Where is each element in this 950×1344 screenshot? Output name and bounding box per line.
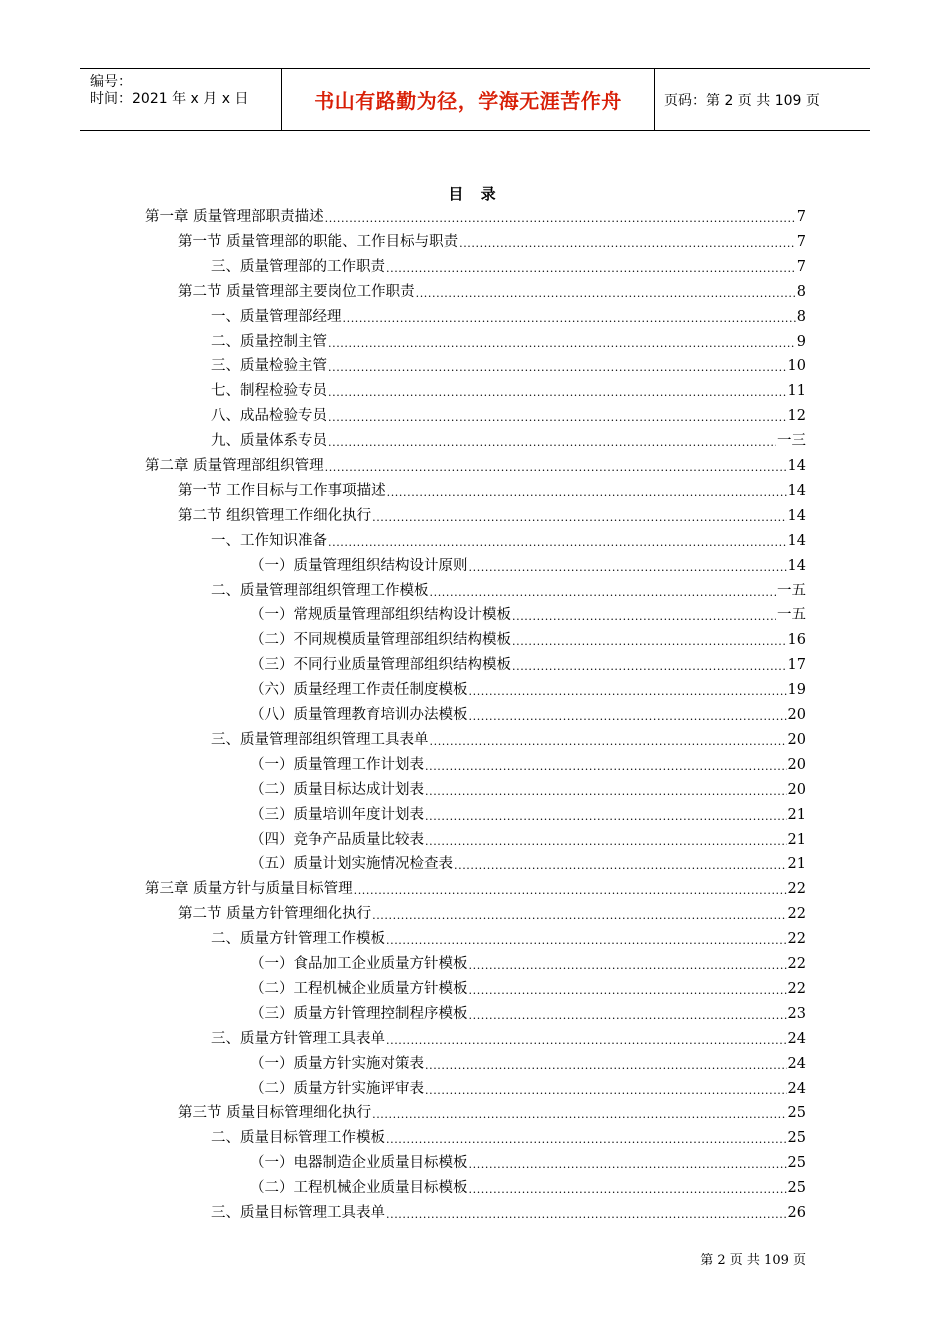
toc-dot-leader [425, 1057, 787, 1074]
toc-entry-page: 21 [787, 831, 806, 848]
toc-entry-page: 10 [787, 358, 806, 375]
toc-entry-title: （二）工程机械企业质量目标模板 [250, 1180, 468, 1197]
toc-dot-leader [459, 235, 796, 252]
toc-entry-page: 14 [787, 458, 806, 474]
toc-entry[interactable] [211, 1126, 806, 1148]
document-date-label: 时间：2021 年 x 月 x 日 [90, 91, 249, 107]
toc-dot-leader [454, 857, 787, 874]
toc-entry[interactable] [250, 1176, 806, 1198]
toc-dot-leader [372, 907, 786, 924]
toc-entry[interactable] [211, 529, 806, 551]
toc-entry-title: 一、工作知识准备 [211, 532, 327, 549]
toc-entry[interactable] [211, 1201, 806, 1223]
toc-entry-title: （二）质量目标达成计划表 [250, 781, 424, 798]
toc-entry-page: 7 [796, 258, 806, 275]
toc-entry[interactable] [145, 454, 806, 476]
toc-entry-title: （一）质量管理组织结构设计原则 [250, 557, 468, 574]
toc-entry[interactable] [211, 330, 806, 352]
toc-entry[interactable] [250, 603, 806, 625]
toc-dot-leader [325, 459, 787, 476]
toc-dot-leader [469, 957, 787, 974]
toc-dot-leader [512, 608, 776, 625]
toc-dot-leader [425, 808, 787, 825]
header-page-code: 页码：第 2 页 共 109 页 [664, 92, 820, 109]
toc-entry-page: 25 [787, 1105, 806, 1122]
toc-dot-leader [512, 633, 787, 650]
toc-entry-page: 20 [787, 756, 806, 773]
toc-dot-leader [328, 359, 787, 376]
toc-entry-title: 三、质量管理部组织管理工具表单 [211, 731, 429, 748]
header-motto-cell [282, 69, 655, 130]
toc-dot-leader [328, 409, 787, 426]
toc-dot-leader [469, 1156, 787, 1173]
toc-entry-title: （二）质量方针实施评审表 [250, 1080, 424, 1097]
toc-dot-leader [386, 1206, 787, 1223]
toc-entry-title: 第三节 质量目标管理细化执行 [178, 1105, 372, 1122]
toc-dot-leader [469, 1007, 787, 1024]
toc-dot-leader [372, 1106, 786, 1123]
toc-dot-leader [425, 833, 787, 850]
toc-dot-leader [328, 335, 796, 352]
toc-entry[interactable] [211, 728, 806, 750]
toc-entry-page: 22 [787, 956, 806, 972]
toc-dot-leader [386, 260, 796, 277]
toc-entry-title: 三、质量检验主管 [211, 358, 327, 375]
header-page-cell [655, 69, 870, 130]
toc-title: 目 录 [448, 185, 502, 203]
toc-dot-leader [354, 882, 787, 899]
toc-entry-page: 14 [787, 482, 806, 499]
toc-entry-title: 第二节 组织管理工作细化执行 [178, 507, 372, 524]
toc-entry-title: 二、质量目标管理工作模板 [211, 1130, 385, 1147]
toc-entry[interactable] [250, 753, 806, 775]
toc-entry[interactable] [211, 404, 806, 426]
toc-entry[interactable] [145, 205, 806, 227]
toc-entry-page: 7 [796, 209, 806, 225]
toc-entry-title: （一）质量管理工作计划表 [250, 756, 424, 773]
toc-entry-page: 21 [787, 806, 806, 823]
page-footer: 第 2 页 共 109 页 [700, 1253, 806, 1268]
toc-dot-leader [386, 1032, 787, 1049]
toc-dot-leader [425, 783, 787, 800]
toc-entry-title: （八）质量管理教育培训办法模板 [250, 707, 468, 723]
toc-entry-title: 一、质量管理部经理 [211, 308, 342, 325]
toc-entry-title: 九、质量体系专员 [211, 433, 327, 450]
toc-entry-title: 第三章 质量方针与质量目标管理 [145, 881, 353, 898]
toc-entry-title: 三、质量目标管理工具表单 [211, 1205, 385, 1221]
toc-entry-page: 14 [787, 532, 806, 549]
toc-entry[interactable] [250, 703, 806, 725]
toc-entry-page: 11 [787, 383, 806, 400]
toc-entry[interactable] [250, 977, 806, 999]
document-number-label: 编号： [90, 74, 132, 90]
toc-entry[interactable] [178, 230, 806, 252]
toc-entry-title: （一）常规质量管理部组织结构设计模板 [250, 607, 511, 624]
toc-entry-page: 20 [787, 707, 806, 723]
toc-entry[interactable] [250, 828, 806, 850]
toc-entry-page: 19 [787, 682, 806, 699]
toc-entry-page: 14 [787, 557, 806, 574]
toc-entry[interactable] [250, 778, 806, 800]
toc-entry[interactable] [250, 1151, 806, 1173]
toc-entry-page: 24 [787, 1080, 806, 1097]
toc-dot-leader [469, 683, 787, 700]
toc-entry[interactable] [250, 678, 806, 700]
toc-dot-leader [416, 285, 796, 302]
toc-entry-title: 第一章 质量管理部职责描述 [145, 209, 324, 225]
toc-entry[interactable] [211, 579, 806, 601]
toc-entry[interactable] [211, 1027, 806, 1049]
header-motto: 书山有路勤为径，学海无涯苦作舟 [314, 89, 622, 113]
toc-dot-leader [425, 758, 787, 775]
toc-entry-page: 25 [787, 1180, 806, 1197]
toc-entry-title: （三）质量方针管理控制程序模板 [250, 1005, 468, 1022]
toc-dot-leader [425, 1082, 787, 1099]
toc-entry-title: 七、制程检验专员 [211, 383, 327, 400]
toc-entry-title: 三、质量管理部的工作职责 [211, 258, 385, 275]
header-meta-cell [80, 69, 282, 130]
toc-entry[interactable] [178, 479, 806, 501]
toc-entry-page: 8 [796, 283, 806, 300]
toc-entry-page: 26 [787, 1205, 806, 1221]
toc-dot-leader [328, 384, 787, 401]
toc-dot-leader [386, 1131, 787, 1148]
toc-entry-title: （二）不同规模质量管理部组织结构模板 [250, 632, 511, 649]
toc-entry-title: 第二节 质量管理部主要岗位工作职责 [178, 283, 415, 300]
toc-entry[interactable] [250, 554, 806, 576]
toc-entry[interactable] [250, 1002, 806, 1024]
toc-dot-leader [469, 559, 787, 576]
toc-entry[interactable] [211, 354, 806, 376]
toc-dot-leader [343, 310, 796, 327]
toc-entry[interactable] [250, 952, 806, 974]
toc-entry-page: 16 [787, 632, 806, 649]
toc-entry-page: 14 [787, 507, 806, 524]
toc-entry[interactable] [211, 305, 806, 327]
toc-dot-leader [328, 534, 787, 551]
toc-dot-leader [430, 733, 787, 750]
toc-entry-title: （一）质量方针实施对策表 [250, 1055, 424, 1072]
toc-entry-title: （四）竞争产品质量比较表 [250, 831, 424, 848]
toc-dot-leader [469, 1181, 787, 1198]
toc-entry-page: 25 [787, 1130, 806, 1147]
toc-dot-leader [372, 509, 786, 526]
toc-entry-title: 二、质量控制主管 [211, 333, 327, 350]
toc-entry-page: 23 [787, 1005, 806, 1022]
toc-entry-page: 7 [796, 233, 806, 250]
toc-entry-page: 17 [787, 657, 806, 674]
toc-entry[interactable] [211, 429, 806, 451]
toc-entry-title: 第一节 工作目标与工作事项描述 [178, 482, 386, 499]
toc-entry-title: 第二章 质量管理部组织管理 [145, 458, 324, 474]
toc-entry[interactable] [250, 852, 806, 874]
toc-entry-title: 第一节 质量管理部的职能、工作目标与职责 [178, 233, 459, 250]
toc-entry-page: 22 [787, 906, 806, 923]
toc-entry[interactable] [178, 280, 806, 302]
toc-entry-page: 一三 [777, 433, 806, 450]
toc-entry-page: 20 [787, 781, 806, 798]
toc-dot-leader [325, 210, 796, 227]
toc-entry[interactable] [211, 379, 806, 401]
toc-entry-title: （二）工程机械企业质量方针模板 [250, 980, 468, 997]
toc-entry-page: 22 [787, 980, 806, 997]
toc-entry[interactable] [145, 877, 806, 899]
toc-entry[interactable] [178, 504, 806, 526]
toc-entry-title: 三、质量方针管理工具表单 [211, 1030, 385, 1047]
toc-entry-page: 25 [787, 1155, 806, 1172]
toc-entry-page: 一五 [777, 582, 806, 599]
toc-entry-page: 22 [787, 931, 806, 948]
toc-dot-leader [328, 434, 776, 451]
toc-dot-leader [512, 658, 787, 675]
toc-entry-title: 二、质量方针管理工作模板 [211, 931, 385, 948]
toc-entry[interactable] [178, 1101, 806, 1123]
toc-entry-page: 8 [796, 308, 806, 325]
toc-entry[interactable] [250, 628, 806, 650]
toc-entry-page: 24 [787, 1030, 806, 1047]
toc-entry-title: （六）质量经理工作责任制度模板 [250, 682, 468, 699]
toc-entry-page: 22 [787, 881, 806, 898]
toc-dot-leader [469, 708, 787, 725]
toc-dot-leader [430, 584, 777, 601]
toc-entry[interactable] [250, 653, 806, 675]
toc-entry[interactable] [211, 255, 806, 277]
toc-dot-leader [387, 484, 787, 501]
toc-entry[interactable] [250, 803, 806, 825]
toc-entry-title: （三）不同行业质量管理部组织结构模板 [250, 657, 511, 674]
toc-entry-page: 12 [787, 408, 806, 425]
toc-entry-title: （三）质量培训年度计划表 [250, 806, 424, 823]
toc-entry-title: 二、质量管理部组织管理工作模板 [211, 582, 429, 599]
toc-entry-title: （一）食品加工企业质量方针模板 [250, 956, 468, 972]
toc-entry[interactable] [211, 927, 806, 949]
toc-entry[interactable] [250, 1077, 806, 1099]
toc-entry-page: 9 [796, 333, 806, 350]
page-header [80, 68, 870, 131]
toc-dot-leader [386, 932, 787, 949]
toc-entry-page: 24 [787, 1055, 806, 1072]
toc-entry-title: （一）电器制造企业质量目标模板 [250, 1155, 468, 1172]
toc-entry-page: 21 [787, 856, 806, 873]
toc-entry-title: 第二节 质量方针管理细化执行 [178, 906, 372, 923]
toc-entry-page: 一五 [777, 607, 806, 624]
toc-entry[interactable] [178, 902, 806, 924]
toc-entry[interactable] [250, 1052, 806, 1074]
toc-entry-page: 20 [787, 731, 806, 748]
toc-entry-title: （五）质量计划实施情况检查表 [250, 856, 453, 873]
toc-dot-leader [469, 982, 787, 999]
toc-entry-title: 八、成品检验专员 [211, 408, 327, 425]
